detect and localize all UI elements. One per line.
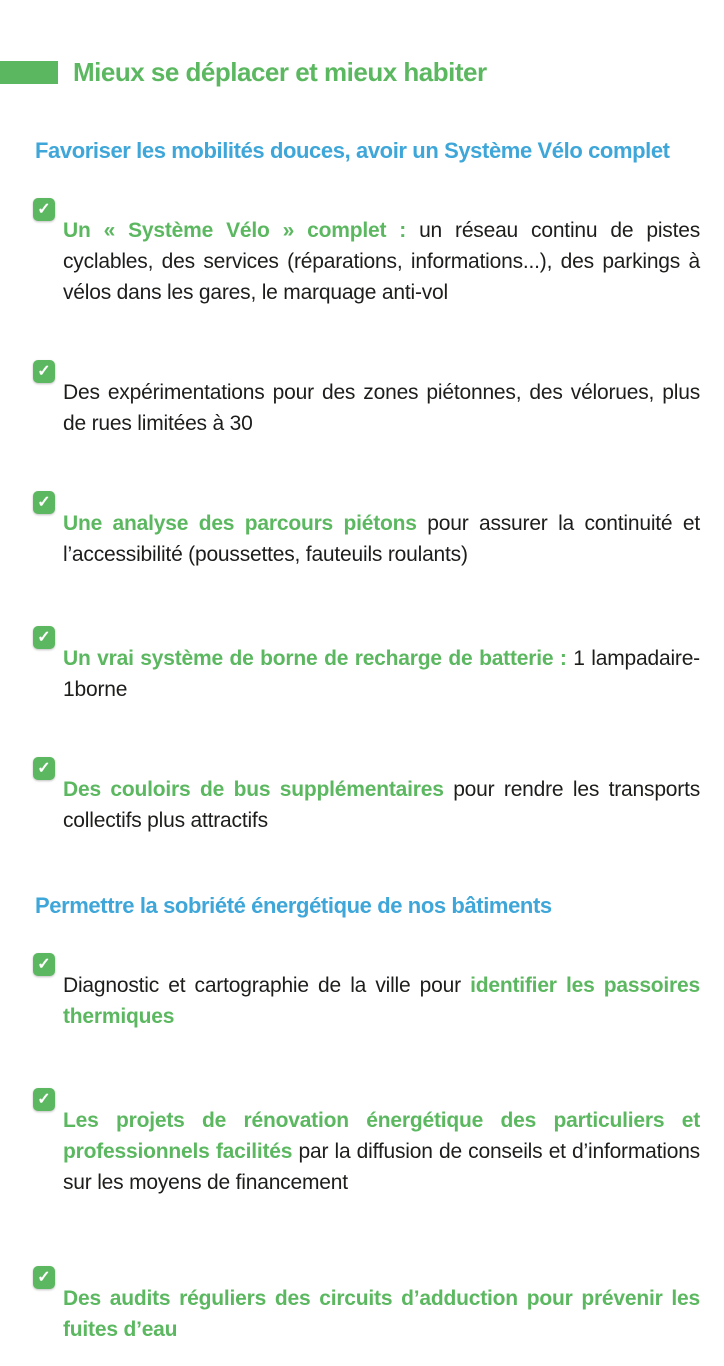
checklist-item	[33, 356, 700, 460]
title-accent-bar	[0, 61, 58, 84]
text-segment: Des couloirs de bus supplémentaires	[63, 778, 444, 801]
text-segment: 1 lampadaire-1borne	[63, 647, 700, 701]
checked-checkbox-icon: ✓	[33, 757, 55, 780]
page-title: Mieux se déplacer et mieux habiter	[73, 57, 487, 87]
checklist-item-text	[63, 1105, 700, 1198]
text-segment: un réseau continu de pistes cyclables, des services (réparations, informations...), des parkings à vélos dans les gares, le marquage anti-vol	[63, 219, 700, 304]
checklist-item-text	[63, 377, 700, 439]
text-segment: Un « Système Vélo » complet :	[63, 219, 420, 242]
checklist-item-text	[63, 774, 700, 836]
checklist-item-text	[63, 643, 700, 705]
text-segment: Les projets de rénovation énergétique des particuliers et professionnels facilités	[63, 1109, 700, 1163]
checked-checkbox-icon: ✓	[33, 953, 55, 976]
checklist-item	[33, 753, 700, 857]
text-segment: Une analyse des parcours piétons	[63, 512, 417, 535]
checked-checkbox-icon: ✓	[33, 1266, 55, 1289]
checklist-item	[33, 487, 700, 591]
checklist-item-text	[63, 1283, 700, 1345]
checklist-item	[33, 949, 700, 1053]
text-segment: identifier les passoires thermiques	[63, 974, 700, 1028]
checked-checkbox-icon: ✓	[33, 198, 55, 221]
checklist-item	[33, 1262, 700, 1366]
checked-checkbox-icon: ✓	[33, 491, 55, 514]
checklist-item-text	[63, 508, 700, 570]
section-heading-mobilites-douces: Favoriser les mobilités douces, avoir un Système Vélo complet	[35, 138, 670, 163]
text-segment: par la diffusion de conseils et d’informations sur les moyens de financement	[63, 1140, 700, 1194]
text-segment: Des audits réguliers des circuits d’adduction pour prévenir les fuites d’eau	[63, 1287, 700, 1341]
text-segment: Diagnostic et cartographie de la ville pour	[63, 974, 471, 997]
text-segment: pour rendre les transports collectifs plus attractifs	[63, 778, 701, 832]
checklist-item-text	[63, 215, 700, 308]
text-segment: Des expérimentations pour des zones piétonnes, des vélorues, plus de rues limitées à 30	[63, 381, 700, 435]
checklist-item	[33, 1084, 700, 1219]
section-heading-sobriete-energetique: Permettre la sobriété énergétique de nos bâtiments	[35, 893, 552, 918]
page-title-row	[0, 0, 724, 88]
checklist-item	[33, 622, 700, 726]
text-segment: pour assurer la continuité et l’accessibilité (poussettes, fauteuils roulants)	[63, 512, 700, 566]
checked-checkbox-icon: ✓	[33, 1088, 55, 1111]
checked-checkbox-icon: ✓	[33, 626, 55, 649]
checklist-item	[33, 194, 700, 329]
text-segment: Un vrai système de borne de recharge de batterie :	[63, 647, 574, 670]
checked-checkbox-icon: ✓	[33, 360, 55, 383]
